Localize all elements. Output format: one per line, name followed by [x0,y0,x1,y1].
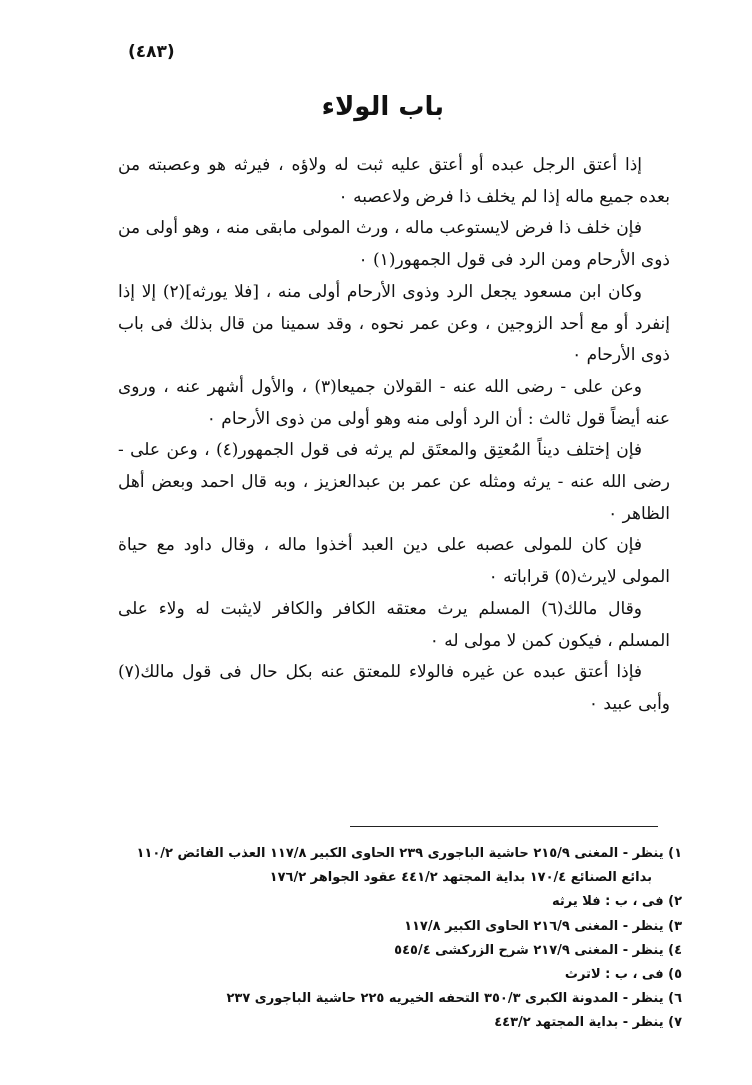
paragraph: وعن على - رضى الله عنه - القولان جميعا(٣) ، والأول أشهر عنه ، وروى عنه أيضاً قول ثالث : أن الرد أولى منه وهو أولى من ذوى الأرحام ٠ [118,376,670,429]
footnotes [112,842,682,1036]
paragraph: فإذا أعتق عبده عن غيره فالولاء للمعتق عنه بكل حال فى قول مالك(٧) وأبى عبيد ٠ [118,662,670,714]
paragraph: فإن كان للمولى عصبه على دين العبد أخذوا ماله ، وقال داود مع حياة المولى لايرث(٥) قراباته ٠ [118,535,670,588]
paragraph: فإن إختلف ديناً المُعتِق والمعتَق لم يرثه فى قول الجمهور(٤) ، وعن على - رضى الله عنه - يرثه ومثله عن عمر بن عبدالعزيز ، وبه قال احمد وبعض أهل الظاهر ٠ [118,440,670,524]
footnote: ٥) فى ، ب : لاترث [564,967,682,983]
footnote: ٣) ينظر - المغنى ٢١٦/٩ الحاوى الكبير ١١٧/٨ [404,918,682,934]
footnote-divider [350,826,658,827]
body-text [118,150,670,721]
footnote: ٦) ينظر - المدونة الكبرى ٣٥٠/٣ التحفه الخيريه ٢٢٥ حاشية الباجورى ٢٣٧ [226,991,682,1007]
footnote: ٧) ينظر - بداية المجتهد ٤٤٣/٢ [494,1015,682,1031]
paragraph: وقال مالك(٦) المسلم يرث معتقه الكافر والكافر لايثبت له ولاء على المسلم ، فيكون كمن لا مولى له ٠ [118,598,670,651]
footnote: ٢) فى ، ب : فلا يرثه [551,894,682,910]
chapter-title: باب الولاء [321,92,444,122]
footnote: ١) ينظر - المغنى ٢١٥/٩ حاشية الباجورى ٢٣٩ الحاوى الكبير ١١٧/٨ العذب الفائض ١١٠/٢ [136,846,682,861]
paragraph: فإن خلف ذا فرض لايستوعب ماله ، ورث المولى مابقى منه ، وهو أولى من ذوى الأرحام ومن الرد فى قول الجمهور(١) ٠ [118,218,670,271]
footnote: ٤) ينظر - المغنى ٢١٧/٩ شرح الزركشى ٥٤٥/٤ [394,942,682,958]
paragraph: وكان ابن مسعود يجعل الرد وذوى الأرحام أولى منه ، [فلا يورثه](٢) إلا إذا إنفرد أو مع أحد الزوجين ، وعن عمر نحوه ، وقد سمينا من قال بذلك فى باب ذوى الأرحام ٠ [118,281,670,366]
footnote-continuation: بدائع الصنائع ١٧٠/٤ بداية المجتهد ٤٤١/٢ عقود الجواهر ١٧٦/٢ [269,870,652,886]
page-number: (٤٨٣) [128,42,175,62]
paragraph: إذا أعتق الرجل عبده أو أعتق عليه ثبت له ولاؤه ، فيرثه هو وعصبته من بعده جميع ماله إذا لم يخلف ذا فرض ولاعصبه ٠ [118,155,670,207]
